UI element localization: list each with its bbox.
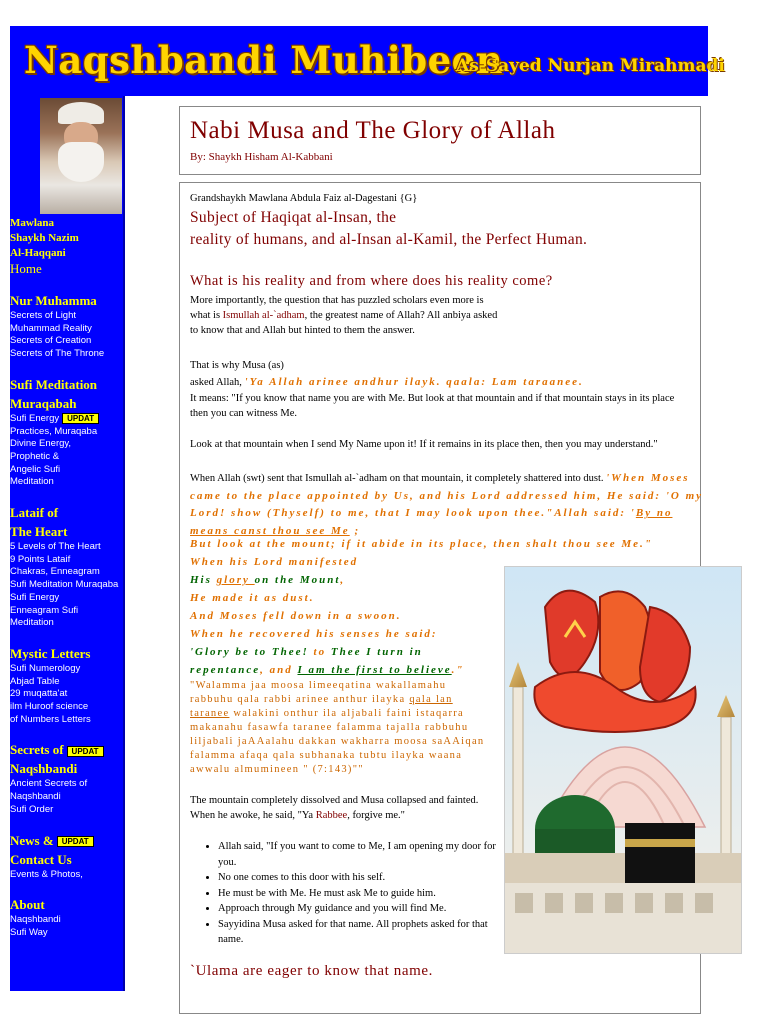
text: More importantly, the question that has puzzled scholars even more is what is (190, 295, 484, 321)
sidebar-section-secrets (10, 740, 123, 816)
site-banner (10, 26, 725, 96)
sidebar-link[interactable]: Naqshbandi (10, 791, 61, 803)
subject-line: reality of humans, and al-Insan al-Kamil, the Perfect Human. (190, 231, 588, 248)
verse-text: His (190, 574, 217, 586)
sidebar-section-title[interactable] (10, 831, 123, 850)
sidebar-link[interactable]: Sufi Meditation Muraqaba (10, 579, 119, 591)
sidebar-link[interactable]: Naqshbandi (10, 914, 61, 926)
page-title: Nabi Musa and The Glory of Allah (190, 117, 556, 144)
byline: By: Shaykh Hisham Al-Kabbani (190, 151, 333, 163)
sidebar-link[interactable]: Meditation (10, 617, 54, 629)
update-badge: UPDAT (67, 746, 104, 757)
sidebar-link[interactable]: Secrets of The Throne (10, 348, 105, 360)
sidebar-link-label: Sufi Energy (10, 412, 60, 424)
verse-text: 'Glory be to Thee! (190, 646, 314, 658)
glory-link[interactable]: glory (216, 574, 255, 586)
text: When Allah (swt) sent that Ismullah al-`adham on that mountain, it completely shattered into dust. (190, 473, 607, 484)
sidebar-link[interactable]: 29 muqatta'at (10, 688, 68, 700)
list-item: • Allah said, "If you want to come to Me, I am opening my door for you. (218, 839, 500, 870)
list-item: • Sayyidina Musa asked for that name. All prophets asked for that name. (218, 917, 500, 948)
sidebar-link[interactable]: Enneagram Sufi (10, 604, 79, 616)
paragraph: Look at that mountain when I send My Name upon it! If it remains in its place then, then you may understand." (190, 439, 658, 450)
text (190, 808, 510, 823)
verse-text: , (340, 574, 346, 586)
sidebar-link[interactable]: Chakras, Enneagram (10, 566, 100, 578)
verse-quote: ; (349, 524, 361, 537)
grandshaykh-line: Grandshaykh Mawlana Abdula Faiz al-Dagestani {G} (190, 193, 418, 204)
term-ismullah: Ismullah al-`adham (222, 310, 305, 321)
profile-name-line: Shaykh Nazim (10, 232, 79, 244)
sidebar (10, 96, 125, 991)
sidebar-link[interactable]: Sufi Order (10, 803, 54, 815)
subject-heading (190, 207, 692, 251)
title-box (179, 106, 701, 175)
sidebar-link[interactable]: Prophetic & (10, 450, 60, 462)
verse-line: He made it as dust. (190, 592, 315, 604)
verse-line: When he recovered his senses he said: (190, 628, 438, 640)
sidebar-link[interactable]: Sufi Numerology (10, 662, 81, 674)
verse-text: to (313, 646, 327, 658)
sidebar-section-title[interactable]: About (10, 897, 45, 913)
site-title[interactable]: Naqshbandi Muhibeen (24, 38, 504, 82)
verse-text: Thee I turn in repentance (190, 646, 423, 676)
transliteration (190, 679, 490, 777)
verse-line: When his Lord manifested (190, 556, 359, 568)
sidebar-home-link[interactable]: Home (10, 261, 42, 276)
update-badge: UPDAT (57, 836, 94, 847)
update-badge: UPDAT (62, 413, 99, 424)
sidebar-section-title[interactable]: Mystic Letters (10, 645, 91, 661)
sidebar-link[interactable] (10, 413, 123, 426)
verse-quote: 'When Moses came to the place appointed by Us, and his Lord addressed him, He said: 'O my Lord! show (Thyself) to me, that I may look upon thee."Allah said: ' (190, 472, 704, 519)
list-item: • Approach through My guidance and you will find Me. (218, 901, 500, 917)
subject-line: Subject of Haqiqat al-Insan, the (190, 209, 397, 226)
sidebar-nav (10, 216, 123, 954)
sidebar-link[interactable]: 9 Points Lataif (10, 553, 71, 565)
paragraph (190, 793, 510, 823)
sidebar-link[interactable]: 5 Levels of The Heart (10, 541, 101, 553)
sidebar-link[interactable]: Ancient Secrets of (10, 778, 88, 790)
sidebar-link[interactable]: Events & Photos, (10, 868, 83, 880)
verse-link[interactable]: By no means canst thou see Me (190, 507, 673, 537)
sidebar-section-title[interactable]: The Heart (10, 524, 68, 540)
sidebar-link[interactable]: Divine Energy, (10, 438, 72, 450)
sidebar-link[interactable]: Secrets of Light (10, 310, 77, 321)
verse-line: And Moses fell down in a swoon. (190, 610, 402, 622)
sidebar-link[interactable]: of Numbers Letters (10, 713, 91, 725)
verse-text: ." (451, 664, 465, 676)
term-rabbee: Rabbee (315, 810, 348, 821)
sidebar-section-meditation (10, 375, 123, 489)
shaykh-portrait-image[interactable] (40, 98, 122, 214)
text: , the greatest name of Allah? All anbiya asked to know that and Allah but hinted to them the answer. (190, 310, 498, 336)
sidebar-section-lataif (10, 503, 123, 630)
sidebar-section-nur (10, 291, 123, 361)
sidebar-section-title[interactable] (10, 740, 123, 759)
sidebar-link[interactable]: Secrets of Creation (10, 335, 92, 347)
verse-line (190, 643, 500, 679)
verse-link[interactable]: I am the first to believe (297, 664, 452, 676)
question-heading: What is his reality and from where does his reality come? (190, 273, 553, 289)
text: When he awoke, he said, "Ya (190, 810, 316, 821)
sidebar-link[interactable]: Muhammad Reality (10, 322, 92, 334)
profile-name-line: Al-Haqqani (10, 247, 66, 259)
sidebar-link[interactable]: Meditation (10, 476, 54, 488)
paragraph: It means: "If you know that name you are with Me. But look at that mountain and if that mountain stays in its place then you can witness Me. (190, 393, 675, 419)
transliteration-link[interactable]: qala lan taranee (190, 694, 453, 719)
paragraph: That is why Musa (as) (190, 360, 284, 371)
profile-name-line: Mawlana (10, 217, 54, 229)
calligraphy-artwork-image[interactable] (504, 566, 742, 954)
text: "Walamma jaa moosa limeeqatina wakallamahu rabbuhu qala rabbi arinee anthur ilayka (190, 680, 447, 705)
calligraphy-illustration (505, 567, 741, 953)
sidebar-section-title[interactable]: Sufi Meditation (10, 376, 98, 392)
arabic-quote: 'Ya Allah arinee andhur ilayk. qaala: Lam taraanee. (244, 376, 584, 388)
verse-text: , and (260, 664, 298, 676)
closing-heading: `Ulama are eager to know that name. (190, 963, 433, 979)
text: walakini onthur ila aljabali faini istaqarra makanahu fasawfa taranee falamma tajalla rabbuhu liljabali jaAAalahu dakkan wakharra moosa saAAiqan falamma afaqa qala subhanaka tubtu ilayka waana awwalu almumineen " (7:143)"" (190, 708, 485, 775)
sidebar-section-title[interactable]: Naqshbandi (10, 761, 78, 777)
sidebar-section-title[interactable]: Nur Muhamma (10, 293, 97, 308)
list-item: • He must be with Me. He must ask Me to guide him. (218, 886, 500, 902)
sidebar-section-title[interactable]: Lataif of (10, 505, 59, 521)
sidebar-link[interactable]: Practices, Muraqaba (10, 425, 98, 437)
text: asked Allah, (190, 377, 245, 388)
sidebar-section-letters (10, 644, 123, 727)
sidebar-section-title[interactable]: Muraqabah (10, 395, 77, 411)
list-item: • No one comes to this door with his self. (218, 870, 500, 886)
site-subtitle[interactable]: As-Sayed Nurjan Mirahmadi (456, 56, 725, 76)
sidebar-link[interactable]: Sufi Energy (10, 591, 60, 603)
sidebar-section-about (10, 895, 123, 939)
sidebar-link[interactable]: Abjad Table (10, 675, 60, 687)
sidebar-section-title-text: News & (10, 832, 54, 848)
sidebar-link[interactable]: ilm Huroof science (10, 701, 89, 713)
sidebar-section-news (10, 831, 123, 882)
paragraph (190, 375, 692, 390)
verse-text: on the Mount (254, 574, 341, 586)
sidebar-link[interactable]: Angelic Sufi (10, 463, 61, 475)
sidebar-link[interactable]: Sufi Way (10, 927, 48, 938)
sidebar-section-title[interactable]: Contact Us (10, 851, 72, 867)
sidebar-section-title-text: Secrets of (10, 742, 64, 758)
paragraph (190, 293, 505, 338)
bullet-list (190, 839, 500, 948)
text: , forgive me." (347, 810, 405, 821)
paragraph (190, 470, 710, 540)
verse-line: But look at the mount; if it abide in its place, then shalt thou see Me." (190, 538, 653, 550)
text: The mountain completely dissolved and Musa collapsed and fainted. (190, 795, 479, 806)
